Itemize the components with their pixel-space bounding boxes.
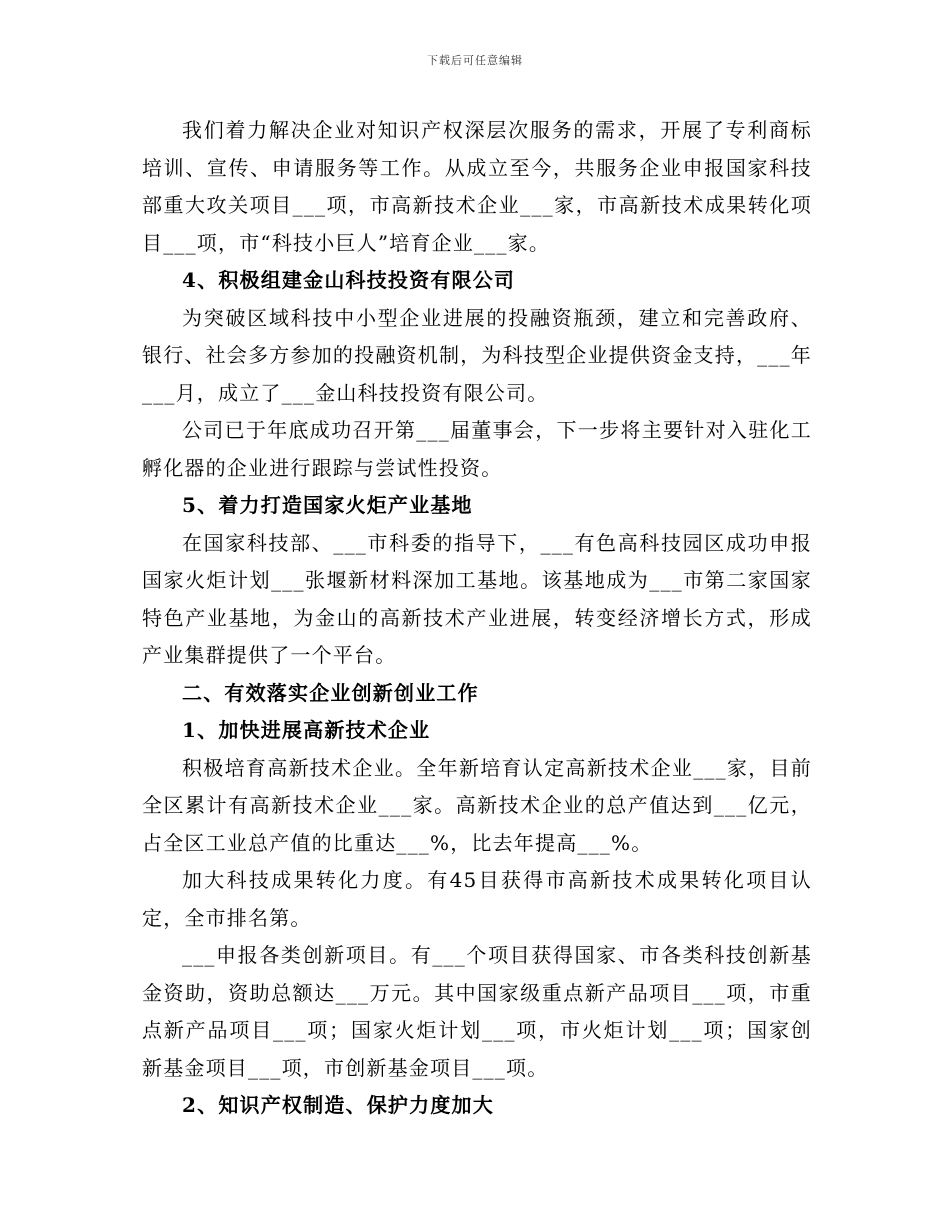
heading-section-two: 二、有效落实企业创新创业工作	[182, 680, 479, 705]
paragraph-financing-mechanism: 为突破区域科技中小型企业进展的投融资瓶颈，建立和完善政府、银行、社会多方参加的投融资机制，为科技型企业提供资金支持，___年___月，成立了___金山科技投资有限公司。	[142, 305, 812, 405]
paragraph-torch-base: 在国家科技部、___市科委的指导下，___有色高科技园区成功申报国家火炬计划___张堰新材料深加工基地。该基地成为___市第二家国家特色产业基地，为金山的高新技术产业进展，转变经济增长方式，形成产业集群提供了一个平台。	[142, 530, 812, 667]
paragraph-high-tech-enterprises: 积极培育高新技术企业。全年新培育认定高新技术企业___家，目前全区累计有高新技术企业___家。高新技术企业的总产值达到___亿元，占全区工业总产值的比重达___%，比去年提高___%。	[142, 755, 812, 855]
heading-high-tech-enterprises: 1、加快进展高新技术企业	[182, 718, 431, 742]
paragraph-board-meeting: 公司已于年底成功召开第___届董事会，下一步将主要针对入驻化工孵化器的企业进行跟踪与尝试性投资。	[142, 418, 812, 480]
paragraph-tech-transfer: 加大科技成果转化力度。有45目获得市高新技术成果转化项目认定，全市排名第。	[142, 868, 812, 930]
page-header: 下载后可任意编辑	[427, 54, 523, 67]
heading-torch-base: 5、着力打造国家火炬产业基地	[182, 493, 473, 517]
document-body	[142, 112, 812, 1125]
paragraph-ip-services: 我们着力解决企业对知识产权深层次服务的需求，开展了专利商标培训、宣传、申请服务等工作。从成立至今，共服务企业申报国家科技部重大攻关项目___项，市高新技术企业___家，市高新技术成果转化项目___项，市“科技小巨人”培育企业___家。	[142, 118, 812, 255]
heading-ip-protection: 2、知识产权制造、保护力度加大	[182, 1093, 494, 1117]
paragraph-innovation-projects: ___申报各类创新项目。有___个项目获得国家、市各类科技创新基金资助，资助总额达___万元。其中国家级重点新产品项目___项，市重点新产品项目___项；国家火炬计划___项，市火炬计划___项；国家创新基金项目___项，市创新基金项目___项。	[142, 943, 812, 1080]
heading-investment-company: 4、积极组建金山科技投资有限公司	[182, 268, 516, 292]
